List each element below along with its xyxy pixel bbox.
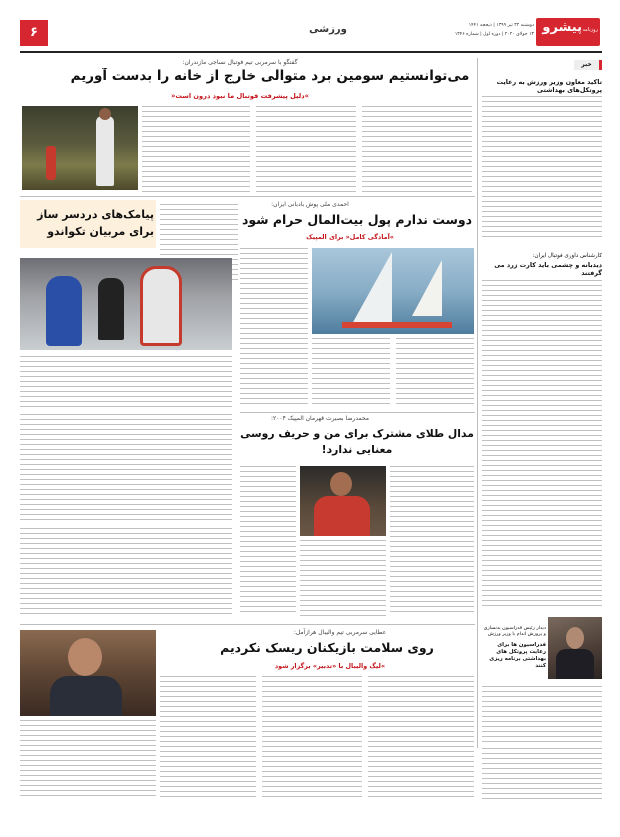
referee-figure (98, 278, 124, 340)
article1-kicker: گفتگو با سرمربی تیم فوتبال نساجی مازندران: (182, 59, 298, 66)
article2-kicker: احمدی ملی پوش بادبانی ایران: (271, 201, 349, 208)
section-label: ورزشی (309, 24, 347, 35)
section-rule (20, 196, 475, 197)
sail-shape (352, 252, 392, 324)
speaker-body (50, 676, 122, 716)
date-line: دوشنبه ۳۲ تیر ۱۳۹۹ | ذیحجه ۱۴۴۱ (468, 23, 534, 28)
column-divider (477, 58, 478, 748)
article4-body (390, 466, 474, 616)
article1-title: می‌توانستیم سومین برد متوالی خارج از خانه را بدست آوریم (70, 68, 470, 84)
sidebar-item-title: فدراسیون ها برای رعایت پروتکل های بهداشتی برنامه ریزی کنند (489, 642, 546, 669)
sidebar-item-kicker: کارشناس داوری فوتبال ایران: (532, 253, 602, 259)
coach-figure (96, 116, 114, 186)
article5-photo (20, 630, 156, 716)
article4-body (20, 528, 232, 616)
sail-shape (412, 260, 442, 316)
article4-body (20, 414, 232, 524)
page-number-badge: ۶ (20, 20, 48, 46)
wrestler-body (314, 496, 370, 536)
sidebar-text-block (482, 748, 602, 800)
article2-photo (312, 248, 474, 334)
article3-title: پیامک‌های دردسر ساز برای مربیان تکواندو (37, 208, 154, 238)
article3-photo (20, 258, 232, 350)
article4-body (300, 540, 386, 616)
masthead-logo (536, 18, 600, 46)
article4-kicker: محمدرضا بصیرت قهرمان المپیک ۲۰۰۴: (270, 415, 370, 422)
logo-subtext: روزنامه (582, 27, 598, 33)
sidebar-photo (548, 617, 602, 679)
sidebar-item-title: دیدبانه و چشمی باید کارت زرد می گرفتند (494, 261, 602, 277)
fighter-blue (46, 276, 82, 346)
fighter-red (140, 266, 182, 346)
sidebar-text-block (482, 96, 602, 241)
sidebar-text-block (482, 686, 602, 744)
article4-photo (300, 466, 386, 536)
speaker-head (68, 638, 102, 676)
article5-body (160, 676, 256, 800)
article2-body (240, 248, 308, 408)
article1-body (142, 106, 250, 192)
article4-body (240, 466, 296, 616)
article4-title: مدال طلای مشترک برای من و حریف روسی معنایی ندارد! (240, 427, 474, 456)
article1-body (362, 106, 472, 192)
article1-body (256, 106, 356, 192)
sidebar-tag: خبر (574, 60, 602, 70)
article5-title: روی سلامت بازیکنان ریسک نکردیم (220, 640, 434, 655)
section-rule (240, 412, 475, 413)
article5-body (20, 720, 156, 800)
player-figure (46, 146, 56, 180)
person-body (556, 649, 594, 679)
article2-subtitle: »آمادگی کامل« برای المپیک (306, 233, 394, 241)
article2-body (312, 338, 390, 408)
article5-body (368, 676, 474, 800)
section-rule (20, 624, 475, 625)
person-head (566, 627, 584, 649)
article5-body (262, 676, 362, 800)
sidebar-text-block (482, 280, 602, 608)
coach-head (99, 108, 111, 120)
date-line-2: ۱۳ جولای ۲۰۲۰ | دوره اول | شماره ۱۳۴۶ (454, 32, 534, 37)
sidebar (482, 56, 602, 746)
article1-subtitle: »دلیل پیشرفت فوتبال ما نبود درون است« (171, 92, 309, 100)
article5-subtitle: »لیگ والیبال با «تدبیر» برگزار شود (274, 662, 386, 670)
sidebar-item-kicker: دیدار رئیس فدراسیون بدنسازی و پرورش اندام با وزیر ورزش (483, 626, 546, 637)
logo-text: پیشرو (542, 20, 582, 35)
article1-photo (22, 106, 138, 190)
article5-kicker: عطایی سرمربی تیم والیبال هرازآمل: (293, 629, 387, 636)
article2-title: دوست ندارم پول بیت‌المال حرام شود (241, 212, 473, 227)
page-header (0, 18, 620, 48)
article3-body (20, 356, 232, 408)
wrestler-head (330, 472, 352, 496)
article2-body (396, 338, 474, 408)
header-rule (20, 51, 602, 53)
sidebar-item-title: تاکید معاون وزیر ورزش به رعایت پروتکل‌های بهداشتی (496, 78, 602, 94)
boat-hull (342, 322, 452, 328)
